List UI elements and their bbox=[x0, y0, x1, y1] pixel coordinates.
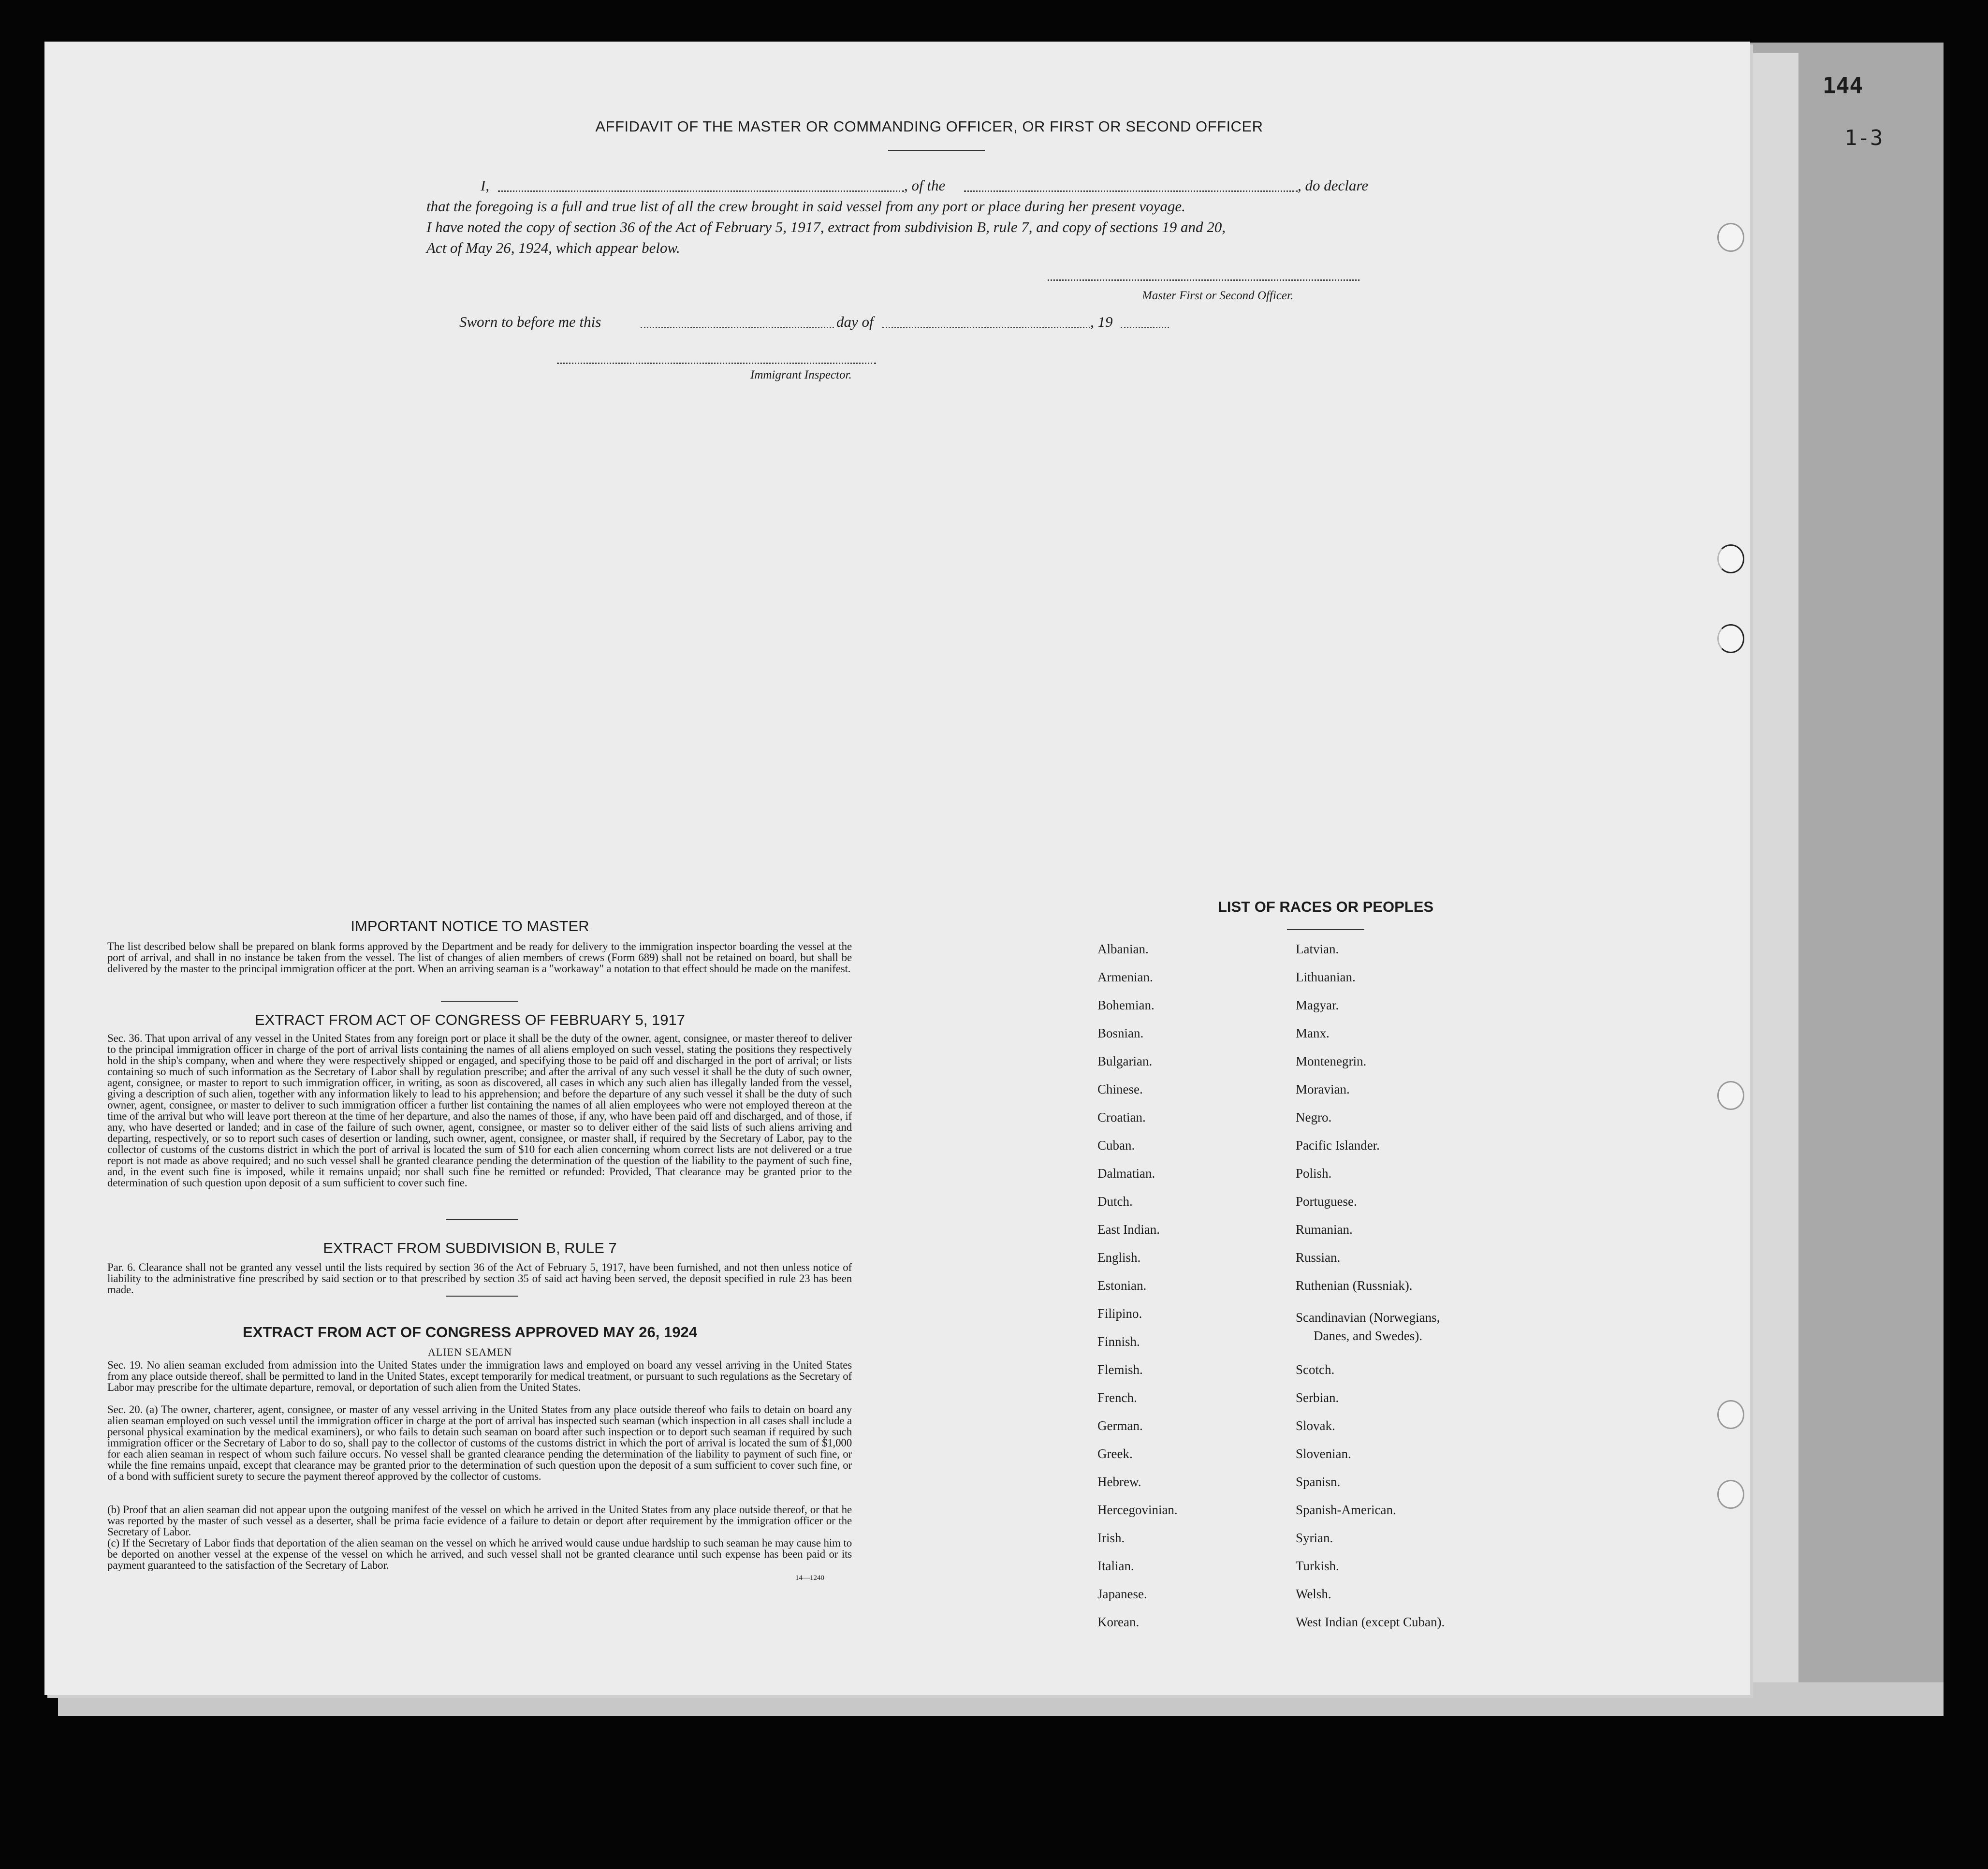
race-left: Albanian. bbox=[1097, 942, 1149, 956]
race-left: Croatian. bbox=[1097, 1110, 1146, 1124]
race-left: Greek. bbox=[1097, 1446, 1133, 1461]
affidavit-title: AFFIDAVIT OF THE MASTER OR COMMANDING OFFICER, OR FIRST OR SECOND OFFICER bbox=[595, 118, 1263, 135]
extract-1924-rule bbox=[446, 1296, 518, 1297]
form-number: 14—1240 bbox=[795, 1574, 824, 1582]
affidavit-do-declare: , do declare bbox=[1298, 177, 1369, 194]
race-right: West Indian (except Cuban). bbox=[1296, 1615, 1445, 1629]
race-right: Scotch. bbox=[1296, 1362, 1335, 1377]
officer-signature-label: Master First or Second Officer. bbox=[1142, 289, 1294, 302]
races-rule bbox=[1287, 929, 1364, 930]
affidavit-line-3: I have noted the copy of section 36 of the Act of February 5, 1917, extract from subdivision B, rule 7, and copy of sections 19 and 20, bbox=[426, 219, 1226, 235]
extract-1924-sec20c: (c) If the Secretary of Labor finds that deportation of the alien seaman on the vessel on which he arrived would cause undue hardship to such seaman he may cause him to be deported on another vessel at the expense of the vessel on which he arrived, and such vessel shall not be granted clearance until such expense has been paid or its payment guaranteed to the satisfaction of the Secretary of Labor. bbox=[107, 1537, 852, 1571]
sworn-year-blank[interactable] bbox=[1121, 313, 1169, 328]
title-underline bbox=[888, 150, 985, 151]
affidavit-line-4: Act of May 26, 1924, which appear below. bbox=[426, 239, 680, 256]
race-left: French. bbox=[1097, 1390, 1137, 1405]
affidavit-i: I, bbox=[481, 177, 490, 194]
race-right: Ruthenian (Russniak). bbox=[1296, 1278, 1413, 1293]
extract-1924-sec20a: Sec. 20. (a) The owner, charterer, agent, consignee, or master of any vessel arriving in the United States from any place outside thereof who fails to detain on board any alien seaman employed on such vessel until the immigration officer in charge at the port of arrival has inspected such seaman (which inspection in all cases shall include a personal physical examination by the medical examiners), or who fails to detain such seaman on board after such inspection or to deport such seaman if required by such immigration officer or the Secretary of Labor to do so, shall pay to the collector of customs of the customs district in which the port of arrival is located the sum of $1,000 for each alien seaman in respect of whom such failure occurs. No vessel shall be granted clearance pending the determination of the liability to payment of such fine, or while the fine remains unpaid, except that clearance may be granted prior to the determination of such question upon the deposit of a sum sufficient to cover such fine, or of a bond with sufficient surety to secure the payment thereof approved by the collector of customs. bbox=[107, 1403, 852, 1482]
race-left: English. bbox=[1097, 1250, 1141, 1265]
race-left: Flemish. bbox=[1097, 1362, 1143, 1377]
extract-1924-sec19: Sec. 19. No alien seaman excluded from admission into the United States under the immigration laws and employed on board any vessel arriving in the United States from any place outside thereof, shall be permitted to land in the United States, except temporarily for medical treatment, or pursuant to such regulations as the Secretary of Labor may prescribe for the ultimate departure, removal, or deportation of such alien from the United States. bbox=[107, 1359, 852, 1393]
affidavit-line-1 bbox=[481, 177, 1423, 196]
subdivision-text: Par. 6. Clearance shall not be granted any vessel until the lists required by section 36 of the Act of February 5, 1917, have been furnished, and not then unless notice of liability to the administrative fine prescribed by said section or to that prescribed by section 35 of said act having been served, the deposit specified in rule 23 has been made. bbox=[107, 1261, 852, 1296]
extract-1924-sec20b: (b) Proof that an alien seaman did not appear upon the outgoing manifest of the vessel on which he arrived in the United States from any place outside thereof, or that he was reported by the master of such vessel as a deserter, shall be prima facie evidence of a failure to detain or deport after requirement by the immigration officer or the Secretary of Labor. bbox=[107, 1504, 852, 1538]
punch-hole bbox=[1717, 544, 1744, 573]
race-right: Pacific Islander. bbox=[1296, 1138, 1380, 1153]
extract-1924-subtitle: ALIEN SEAMEN bbox=[428, 1346, 512, 1358]
race-right: Welsh. bbox=[1296, 1587, 1331, 1601]
race-left: Dalmatian. bbox=[1097, 1166, 1155, 1181]
extract-1924-title: EXTRACT FROM ACT OF CONGRESS APPROVED MAY 26, 1924 bbox=[243, 1324, 697, 1341]
handwritten-reference: 1-3 bbox=[1844, 126, 1883, 150]
affidavit-line-2: that the foregoing is a full and true list of all the crew brought in said vessel from any port or place during her present voyage. bbox=[426, 198, 1185, 215]
race-right: Portuguese. bbox=[1296, 1194, 1357, 1209]
race-left: Filipino. bbox=[1097, 1306, 1142, 1321]
race-left: Japanese. bbox=[1097, 1587, 1147, 1601]
races-title: LIST OF RACES OR PEOPLES bbox=[1217, 898, 1434, 915]
race-left: Armenian. bbox=[1097, 970, 1153, 984]
race-right: Montenegrin. bbox=[1296, 1054, 1367, 1068]
race-right: Polish. bbox=[1296, 1166, 1332, 1181]
race-left: Dutch. bbox=[1097, 1194, 1133, 1209]
race-right: Moravian. bbox=[1296, 1082, 1350, 1096]
extract-1917-title: EXTRACT FROM ACT OF CONGRESS OF FEBRUARY 5, 1917 bbox=[254, 1011, 686, 1028]
inspector-label: Immigrant Inspector. bbox=[750, 368, 852, 381]
race-left: Finnish. bbox=[1097, 1334, 1140, 1349]
race-left: Bosnian. bbox=[1097, 1026, 1144, 1040]
race-left: Bulgarian. bbox=[1097, 1054, 1153, 1068]
punch-hole bbox=[1717, 1081, 1744, 1110]
race-right: Russian. bbox=[1296, 1250, 1341, 1265]
race-left: Estonian. bbox=[1097, 1278, 1147, 1293]
race-right: Spanisn. bbox=[1296, 1475, 1341, 1489]
race-left: Cuban. bbox=[1097, 1138, 1135, 1153]
race-left: Korean. bbox=[1097, 1615, 1140, 1629]
punch-hole bbox=[1717, 223, 1744, 252]
extract-1917-text: Sec. 36. That upon arrival of any vessel in the United States from any foreign port or place it shall be the duty of the owner, agent, consignee, or master thereof to deliver to the principal immigration officer in charge of the port of arrival lists containing the names of all aliens employed on such vessel, stating the positions they respectively hold in the ship's company, when and where they were respectively shipped or engaged, and specifying those to be paid off and discharged in the port of arrival; or lists containing so much of such information as the Secretary of Labor shall by regulation prescribe; and after the arrival of any such vessel it shall be the duty of such owner, agent, consignee, or master to report to such immigration officer, in writing, as soon as discovered, all cases in which any such alien has illegally landed from the vessel, giving a description of such alien, together with any information likely to lead to his apprehension; and before the departure of any such vessel it shall be the duty of such owner, agent, consignee, or master to deliver to such immigration officer a further list containing the names of all alien employees who were not employed thereon at the time of the arrival but who will leave port thereon at the time of her departure, and also the names of those, if any, who have been paid off and discharged, and of those, if any, who have deserted or landed; and in case of the failure of such owner, agent, consignee, or master so to deliver either of the said lists of such aliens arriving and departing, respectively, or so to report such cases of desertion or landing, such owner, agent, consignee, or master shall, if required by the Secretary of Labor, pay to the collector of customs of the customs district in which the port of arrival is located the sum of $10 for each alien concerning whom correct lists are not delivered or a true report is not made as above required; and no such vessel shall be granted clearance pending the determination of the question of the liability to the payment of such fine, and, in the event such fine is imposed, while it remains unpaid; nor shall such fine be remitted or refunded: Provided, That clearance may be granted prior to the determination of such question upon deposit of a sum sufficient to cover such fine. bbox=[107, 1032, 852, 1189]
notice-title: IMPORTANT NOTICE TO MASTER bbox=[351, 918, 589, 934]
manifest-page bbox=[44, 42, 1750, 1695]
race-right: Latvian. bbox=[1296, 942, 1339, 956]
subdivision-title: EXTRACT FROM SUBDIVISION B, RULE 7 bbox=[323, 1240, 617, 1256]
race-right: Scandinavian (Norwegians, bbox=[1296, 1310, 1440, 1325]
race-left: Hercegovinian. bbox=[1097, 1503, 1178, 1517]
sworn-month-blank[interactable] bbox=[882, 313, 1090, 328]
race-right: Slovenian. bbox=[1296, 1446, 1351, 1461]
handwritten-page-number: 144 bbox=[1823, 73, 1863, 99]
extract-1917-rule bbox=[441, 1001, 518, 1002]
race-left: East Indian. bbox=[1097, 1222, 1160, 1237]
race-right: Lithuanian. bbox=[1296, 970, 1356, 984]
sworn-line bbox=[459, 313, 1209, 333]
vessel-name-blank[interactable] bbox=[964, 177, 1298, 192]
notice-text: The list described below shall be prepared on blank forms approved by the Department and be ready for delivery to the immigration inspector boarding the vessel at the port of arrival, and shall in no instance be taken from the vessel. The list of changes of alien members of crews (Form 689) shall not be retained on board, but shall be delivered by the master to the principal immigration officer at the port. When an arriving seaman is a "workaway" a notation to that effect should be made on the manifest. bbox=[107, 940, 852, 975]
race-right: Syrian. bbox=[1296, 1531, 1333, 1545]
race-left: Chinese. bbox=[1097, 1082, 1143, 1096]
race-left: German. bbox=[1097, 1418, 1143, 1433]
race-right: Slovak. bbox=[1296, 1418, 1335, 1433]
punch-hole bbox=[1717, 1480, 1744, 1509]
inspector-signature-line[interactable] bbox=[557, 362, 876, 364]
sworn-day-blank[interactable] bbox=[641, 313, 834, 328]
punch-hole bbox=[1717, 624, 1744, 653]
subdivision-rule bbox=[446, 1219, 518, 1220]
sworn-prefix: Sworn to before me this bbox=[459, 313, 601, 330]
punch-hole bbox=[1717, 1400, 1744, 1429]
race-right: Spanish-American. bbox=[1296, 1503, 1396, 1517]
sworn-day-of: day of bbox=[836, 313, 874, 330]
officer-signature-line[interactable] bbox=[1048, 278, 1359, 281]
master-name-blank[interactable] bbox=[498, 177, 904, 192]
race-right: Turkish. bbox=[1296, 1559, 1339, 1573]
race-right: Negro. bbox=[1296, 1110, 1332, 1124]
race-right: Manx. bbox=[1296, 1026, 1330, 1040]
race-left: Italian. bbox=[1097, 1559, 1134, 1573]
race-right: Magyar. bbox=[1296, 998, 1339, 1012]
race-right: Rumanian. bbox=[1296, 1222, 1353, 1237]
race-left: Hebrew. bbox=[1097, 1475, 1141, 1489]
race-right: Serbian. bbox=[1296, 1390, 1339, 1405]
sworn-year: , 19 bbox=[1090, 313, 1113, 330]
affidavit-of-the: , of the bbox=[904, 177, 946, 194]
race-left: Irish. bbox=[1097, 1531, 1125, 1545]
race-left: Bohemian. bbox=[1097, 998, 1155, 1012]
race-right: Danes, and Swedes). bbox=[1314, 1329, 1422, 1343]
